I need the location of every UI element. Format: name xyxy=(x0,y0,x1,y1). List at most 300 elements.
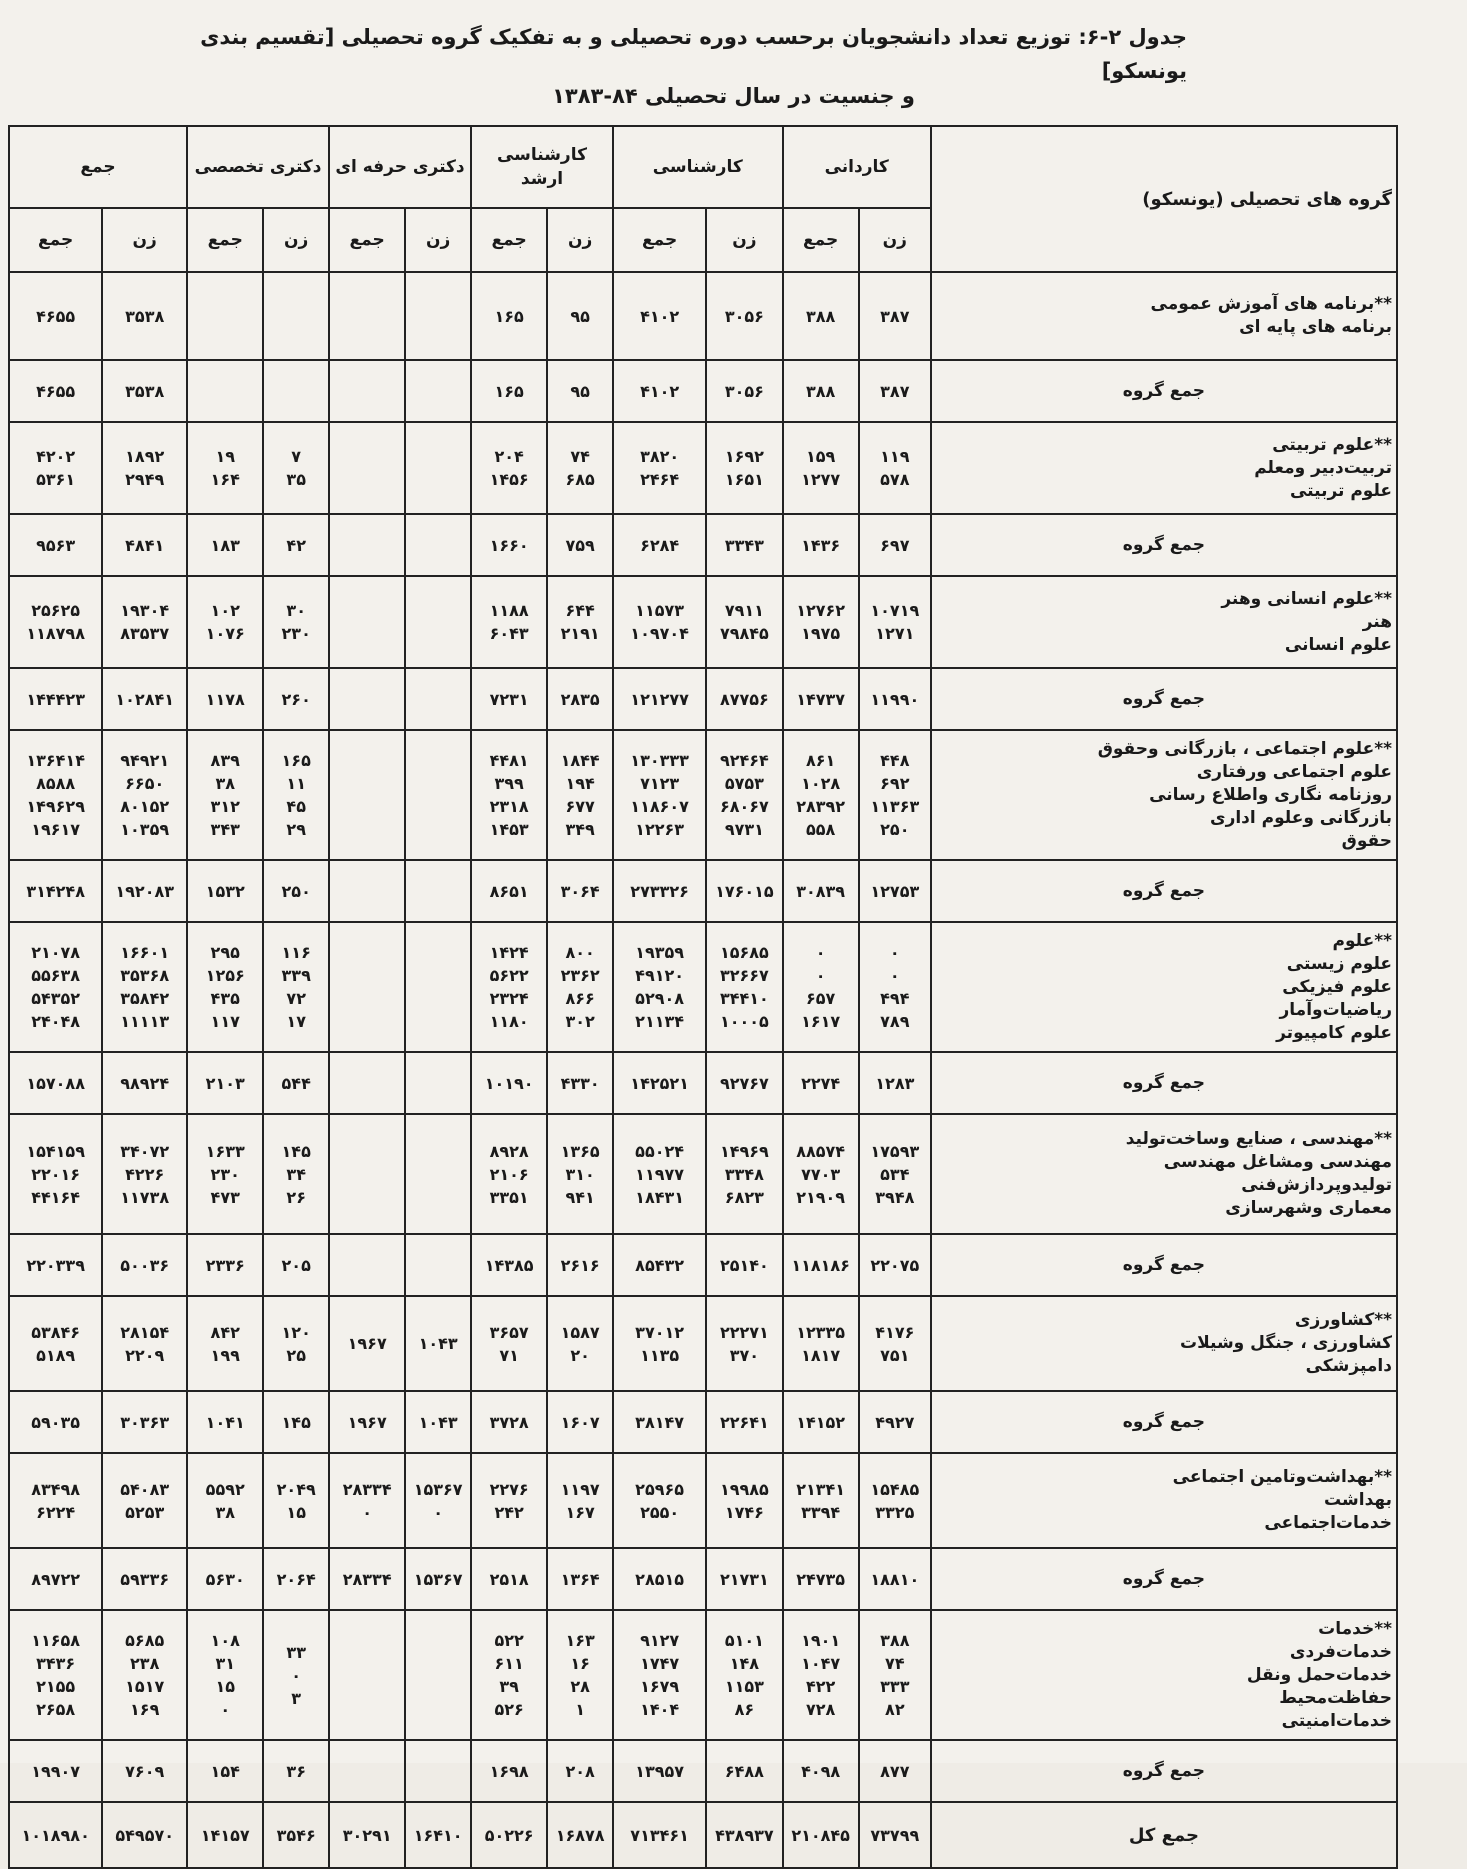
sum-value-cell: ۱۹۶۷ xyxy=(329,1391,405,1453)
sum-value-cell: ۱۰۴۳ xyxy=(405,1391,471,1453)
sum-value-cell: ۱۰۲۸۴۱ xyxy=(102,668,187,730)
group-heading: **علوم انسانی وهنر xyxy=(1221,588,1392,609)
grand-total-value-cell: ۱۶۸۷۸ xyxy=(547,1802,613,1868)
value-cell: ۱۰۷۱۹ ۱۲۷۱ xyxy=(859,576,931,668)
sum-value-cell: ۱۴۱۵۲ xyxy=(783,1391,859,1453)
group-fields: تربیت‌دبیر ومعلم علوم تربیتی xyxy=(1254,457,1392,501)
sum-value-cell: ۳۷۲۸ xyxy=(471,1391,547,1453)
sum-value-cell xyxy=(329,668,405,730)
sum-value-cell: ۳۰۵۶ xyxy=(706,360,782,422)
sum-value-cell: ۳۸۸ xyxy=(783,360,859,422)
value-cell: ۵۴۰۸۳ ۵۲۵۳ xyxy=(102,1453,187,1548)
value-cell xyxy=(329,1610,405,1740)
group-fields: کشاورزی ، جنگل وشیلات دامپزشکی xyxy=(1180,1333,1392,1376)
sum-value-cell: ۷۶۰۹ xyxy=(102,1740,187,1802)
group-detail-row xyxy=(9,422,1397,514)
header-level-bachelor: کارشناسی xyxy=(613,126,783,208)
value-cell xyxy=(405,730,471,860)
value-cell: ۸۴۲ ۱۹۹ xyxy=(187,1296,263,1391)
value-cell xyxy=(405,922,471,1052)
sum-value-cell: ۱۴۲۵۲۱ xyxy=(613,1052,706,1114)
header-woman: زن xyxy=(706,208,782,272)
group-sum-label: جمع گروه xyxy=(931,360,1397,422)
group-detail-row xyxy=(9,1114,1397,1234)
sum-value-cell: ۲۲۰۷۵ xyxy=(859,1234,931,1296)
value-cell: ۹۱۲۷ ۱۷۴۷ ۱۶۷۹ ۱۴۰۴ xyxy=(613,1610,706,1740)
value-cell: ۳۶۵۷ ۷۱ xyxy=(471,1296,547,1391)
sum-value-cell: ۴۶۵۵ xyxy=(9,360,102,422)
sum-value-cell: ۱۶۹۸ xyxy=(471,1740,547,1802)
value-cell: ۱۱۸۸ ۶۰۴۳ xyxy=(471,576,547,668)
grand-total-value-cell: ۷۱۳۴۶۱ xyxy=(613,1802,706,1868)
header-total: جمع xyxy=(783,208,859,272)
group-detail-row xyxy=(9,576,1397,668)
value-cell: ۹۵ xyxy=(547,272,613,360)
value-cell: ۱۹ ۱۶۴ xyxy=(187,422,263,514)
sum-value-cell: ۸۹۷۲۲ xyxy=(9,1548,102,1610)
header-level-phd: دکتری تخصصی xyxy=(187,126,329,208)
sum-value-cell: ۱۵۴ xyxy=(187,1740,263,1802)
sum-value-cell: ۲۱۰۳ xyxy=(187,1052,263,1114)
value-cell: ۱۰۲ ۱۰۷۶ xyxy=(187,576,263,668)
value-cell: ۱۴۲۴ ۵۶۲۲ ۲۳۲۴ ۱۱۸۰ xyxy=(471,922,547,1052)
grand-total-value-cell: ۳۰۲۹۱ xyxy=(329,1802,405,1868)
grand-total-value-cell: ۳۵۴۶ xyxy=(263,1802,329,1868)
value-cell: ۱۱۶ ۳۳۹ ۷۲ ۱۷ xyxy=(263,922,329,1052)
group-sum-row xyxy=(9,1052,1397,1114)
sum-value-cell: ۱۶۰۷ xyxy=(547,1391,613,1453)
sum-value-cell: ۲۰۸ xyxy=(547,1740,613,1802)
sum-value-cell: ۱۴۴۴۲۳ xyxy=(9,668,102,730)
sum-value-cell: ۱۴۷۳۷ xyxy=(783,668,859,730)
value-cell: ۱۶۶۰۱ ۳۵۳۶۸ ۳۵۸۴۲ ۱۱۱۱۳ xyxy=(102,922,187,1052)
sum-value-cell: ۳۵۳۸ xyxy=(102,360,187,422)
value-cell: ۱۰۴۳ xyxy=(405,1296,471,1391)
value-cell: ۱۳۶۵ ۳۱۰ ۹۴۱ xyxy=(547,1114,613,1234)
sum-value-cell xyxy=(329,1052,405,1114)
group-detail-row xyxy=(9,272,1397,360)
grand-total-value-cell: ۵۴۹۵۷۰ xyxy=(102,1802,187,1868)
sum-value-cell: ۱۶۵ xyxy=(471,360,547,422)
sum-value-cell: ۴۹۲۷ xyxy=(859,1391,931,1453)
group-label-cell xyxy=(931,1453,1397,1548)
group-label-cell xyxy=(931,1114,1397,1234)
sum-value-cell: ۴۸۴۱ xyxy=(102,514,187,576)
group-label-cell xyxy=(931,576,1397,668)
value-cell: ۴۴۸۱ ۳۹۹ ۲۳۱۸ ۱۴۵۳ xyxy=(471,730,547,860)
value-cell: ۳۷۰۱۲ ۱۱۳۵ xyxy=(613,1296,706,1391)
sum-value-cell: ۱۶۶۰ xyxy=(471,514,547,576)
sum-value-cell: ۲۵۱۴۰ xyxy=(706,1234,782,1296)
value-cell: ۷۹۱۱ ۷۹۸۴۵ xyxy=(706,576,782,668)
group-sum-row xyxy=(9,860,1397,922)
group-sum-row xyxy=(9,1548,1397,1610)
sum-value-cell: ۲۸۵۱۵ xyxy=(613,1548,706,1610)
sum-value-cell: ۴۳۳۰ xyxy=(547,1052,613,1114)
sum-value-cell: ۱۵۳۲ xyxy=(187,860,263,922)
sum-value-cell: ۸۷۷ xyxy=(859,1740,931,1802)
value-cell: ۷ ۳۵ xyxy=(263,422,329,514)
group-detail-row xyxy=(9,922,1397,1052)
group-sum-row xyxy=(9,1740,1397,1802)
value-cell: ۲۱۳۴۱ ۳۳۹۴ xyxy=(783,1453,859,1548)
sum-value-cell: ۹۲۷۶۷ xyxy=(706,1052,782,1114)
sum-value-cell: ۱۵۷۰۸۸ xyxy=(9,1052,102,1114)
value-cell: ۱۳۰۳۳۳ ۷۱۲۳ ۱۱۸۶۰۷ ۱۲۲۶۳ xyxy=(613,730,706,860)
group-heading: **مهندسی ، صنایع وساخت‌تولید xyxy=(1125,1129,1392,1149)
value-cell: ۴۱۰۲ xyxy=(613,272,706,360)
value-cell: ۸۹۲۸ ۲۱۰۶ ۳۳۵۱ xyxy=(471,1114,547,1234)
value-cell: ۱۵۶۸۵ ۳۲۶۶۷ ۳۴۴۱۰ ۱۰۰۰۵ xyxy=(706,922,782,1052)
value-cell xyxy=(329,922,405,1052)
sum-value-cell xyxy=(329,1234,405,1296)
sum-value-cell: ۲۲۶۴۱ xyxy=(706,1391,782,1453)
value-cell: ۱۵۴۸۵ ۳۳۲۵ xyxy=(859,1453,931,1548)
sum-value-cell: ۱۰۴۱ xyxy=(187,1391,263,1453)
group-label-cell xyxy=(931,1296,1397,1391)
value-cell: ۱۹۹۸۵ ۱۷۴۶ xyxy=(706,1453,782,1548)
group-heading: **بهداشت‌وتامین اجتماعی xyxy=(1172,1467,1392,1487)
value-cell: ۲۲۲۷۱ ۳۷۰ xyxy=(706,1296,782,1391)
header-level-master: کارشناسی ارشد xyxy=(471,126,613,208)
sum-value-cell: ۱۱۸۱۸۶ xyxy=(783,1234,859,1296)
value-cell xyxy=(329,272,405,360)
value-cell: ۳۸۷ xyxy=(859,272,931,360)
value-cell: ۰ ۰ ۶۵۷ ۱۶۱۷ xyxy=(783,922,859,1052)
value-cell: ۹۲۴۶۴ ۵۷۵۳ ۶۸۰۶۷ ۹۷۳۱ xyxy=(706,730,782,860)
value-cell: ۸۳۹ ۳۸ ۳۱۲ ۳۴۳ xyxy=(187,730,263,860)
sum-value-cell: ۲۷۳۳۲۶ xyxy=(613,860,706,922)
value-cell xyxy=(405,422,471,514)
table-container xyxy=(8,125,1398,1869)
value-cell: ۳۳ ۰ ۳ xyxy=(263,1610,329,1740)
sum-value-cell: ۲۶۱۶ xyxy=(547,1234,613,1296)
value-cell: ۱۱۶۵۸ ۳۴۳۶ ۲۱۵۵ ۲۶۵۸ xyxy=(9,1610,102,1740)
value-cell: ۱۵۹ ۱۲۷۷ xyxy=(783,422,859,514)
value-cell: ۱۸۹۲ ۲۹۴۹ xyxy=(102,422,187,514)
value-cell: ۱۲۳۳۵ ۱۸۱۷ xyxy=(783,1296,859,1391)
sum-value-cell: ۸۵۴۳۲ xyxy=(613,1234,706,1296)
sum-value-cell: ۶۹۷ xyxy=(859,514,931,576)
grand-total-value-cell: ۱۶۴۱۰ xyxy=(405,1802,471,1868)
value-cell: ۱۴۹۶۹ ۳۳۴۸ ۶۸۲۳ xyxy=(706,1114,782,1234)
group-fields: مهندسی ومشاغل مهندسی تولیدوپردازش‌فنی معماری وشهرسازی xyxy=(1163,1152,1392,1218)
sum-value-cell xyxy=(329,1740,405,1802)
sum-value-cell xyxy=(329,514,405,576)
sum-value-cell: ۱۱۷۸ xyxy=(187,668,263,730)
value-cell: ۱۲۷۶۲ ۱۹۷۵ xyxy=(783,576,859,668)
sum-value-cell: ۱۵۳۶۷ xyxy=(405,1548,471,1610)
grand-total-value-cell: ۷۳۷۹۹ xyxy=(859,1802,931,1868)
value-cell: ۳۸۲۰ ۲۴۶۴ xyxy=(613,422,706,514)
value-cell: ۱۶۵ xyxy=(471,272,547,360)
group-label-cell xyxy=(931,1610,1397,1740)
sum-value-cell: ۵۹۳۳۶ xyxy=(102,1548,187,1610)
value-cell: ۱۹۶۷ xyxy=(329,1296,405,1391)
group-label-cell xyxy=(931,422,1397,514)
value-cell: ۴۱۷۶ ۷۵۱ xyxy=(859,1296,931,1391)
sum-value-cell: ۹۸۹۲۴ xyxy=(102,1052,187,1114)
value-cell xyxy=(329,1114,405,1234)
sum-value-cell: ۴۰۹۸ xyxy=(783,1740,859,1802)
grand-total-value-cell: ۵۰۲۲۶ xyxy=(471,1802,547,1868)
header-total: جمع xyxy=(329,208,405,272)
group-fields: خدمات‌فردی خدمات‌حمل ونقل حفاظت‌محیط خدمات‌امنیتی xyxy=(1246,1641,1392,1731)
header-woman: زن xyxy=(405,208,471,272)
value-cell: ۲۵۶۲۵ ۱۱۸۷۹۸ xyxy=(9,576,102,668)
sum-value-cell: ۲۶۰ xyxy=(263,668,329,730)
header-total: جمع xyxy=(613,208,706,272)
group-fields: علوم اجتماعی ورفتاری روزنامه نگاری واطلاع رسانی بازرگانی وعلوم اداری حقوق xyxy=(1149,761,1392,851)
group-fields: بهداشت خدمات‌اجتماعی xyxy=(1264,1490,1392,1533)
value-cell: ۱۶۳ ۱۶ ۲۸ ۱ xyxy=(547,1610,613,1740)
value-cell xyxy=(405,1610,471,1740)
value-cell: ۱۱۹۷ ۱۶۷ xyxy=(547,1453,613,1548)
value-cell: ۵۶۸۵ ۲۳۸ ۱۵۱۷ ۱۶۹ xyxy=(102,1610,187,1740)
value-cell: ۸۶۱ ۱۰۲۸ ۲۸۳۹۲ ۵۵۸ xyxy=(783,730,859,860)
header-level-professional-doctorate: دکتری حرفه ای xyxy=(329,126,471,208)
sum-value-cell: ۱۴۳۶ xyxy=(783,514,859,576)
sum-value-cell: ۷۲۳۱ xyxy=(471,668,547,730)
sum-value-cell xyxy=(405,1052,471,1114)
group-sum-row xyxy=(9,514,1397,576)
value-cell: ۱۰۸ ۳۱ ۱۵ ۰ xyxy=(187,1610,263,1740)
sum-value-cell: ۷۵۹ xyxy=(547,514,613,576)
value-cell: ۱۴۵ ۳۴ ۲۶ xyxy=(263,1114,329,1234)
value-cell: ۲۵۹۶۵ ۲۵۵۰ xyxy=(613,1453,706,1548)
sum-value-cell: ۱۴۳۸۵ xyxy=(471,1234,547,1296)
sum-value-cell: ۲۰۵ xyxy=(263,1234,329,1296)
group-heading: **علوم اجتماعی ، بازرگانی وحقوق xyxy=(1097,738,1392,759)
sum-value-cell xyxy=(187,360,263,422)
value-cell xyxy=(405,1114,471,1234)
value-cell: ۵۲۲ ۶۱۱ ۳۹ ۵۲۶ xyxy=(471,1610,547,1740)
group-detail-row xyxy=(9,1610,1397,1740)
sum-value-cell: ۳۰۳۶۳ xyxy=(102,1391,187,1453)
value-cell: ۱۶۳۳ ۲۳۰ ۴۷۳ xyxy=(187,1114,263,1234)
value-cell: ۲۸۱۵۴ ۲۲۰۹ xyxy=(102,1296,187,1391)
sum-value-cell xyxy=(405,860,471,922)
sum-value-cell: ۱۲۸۳ xyxy=(859,1052,931,1114)
sum-value-cell: ۱۰۱۹۰ xyxy=(471,1052,547,1114)
value-cell: ۲۰۴۹ ۱۵ xyxy=(263,1453,329,1548)
group-sum-row xyxy=(9,360,1397,422)
value-cell xyxy=(263,272,329,360)
sum-value-cell: ۳۰۸۳۹ xyxy=(783,860,859,922)
value-cell: ۱۹۳۵۹ ۴۹۱۲۰ ۵۲۹۰۸ ۲۱۱۳۴ xyxy=(613,922,706,1052)
group-sum-label: جمع گروه xyxy=(931,860,1397,922)
value-cell: ۱۶۹۲ ۱۶۵۱ xyxy=(706,422,782,514)
group-sum-label: جمع گروه xyxy=(931,1234,1397,1296)
header-woman: زن xyxy=(102,208,187,272)
sum-value-cell xyxy=(263,360,329,422)
sum-value-cell: ۱۷۶۰۱۵ xyxy=(706,860,782,922)
value-cell: ۱۷۵۹۳ ۵۳۴ ۳۹۴۸ xyxy=(859,1114,931,1234)
sum-value-cell: ۲۵۰ xyxy=(263,860,329,922)
sum-value-cell: ۲۱۷۳۱ xyxy=(706,1548,782,1610)
sum-value-cell: ۶۴۸۸ xyxy=(706,1740,782,1802)
sum-value-cell xyxy=(405,360,471,422)
group-heading: **کشاورزی xyxy=(1294,1310,1392,1330)
group-fields: علوم زیستی علوم فیزیکی ریاضیات‌وآمار علوم کامپیوتر xyxy=(1276,953,1392,1043)
students-table xyxy=(8,125,1398,1869)
table-subtitle: و جنسیت در سال تحصیلی ۸۴-۱۳۸۳ xyxy=(552,84,915,108)
value-cell: ۷۴ ۶۸۵ xyxy=(547,422,613,514)
sum-value-cell: ۸۷۷۵۶ xyxy=(706,668,782,730)
sum-value-cell: ۲۴۷۳۵ xyxy=(783,1548,859,1610)
value-cell: ۱۱۹ ۵۷۸ xyxy=(859,422,931,514)
group-detail-row xyxy=(9,1296,1397,1391)
value-cell: ۱۵۴۱۵۹ ۲۲۰۱۶ ۴۴۱۶۴ xyxy=(9,1114,102,1234)
header-level-total: جمع xyxy=(9,126,187,208)
group-sum-label: جمع گروه xyxy=(931,1391,1397,1453)
sum-value-cell: ۱۸۸۱۰ xyxy=(859,1548,931,1610)
header-level-associate: کاردانی xyxy=(783,126,931,208)
value-cell: ۳۸۸ xyxy=(783,272,859,360)
group-sum-label: جمع گروه xyxy=(931,1548,1397,1610)
value-cell: ۲۱۰۷۸ ۵۵۶۳۸ ۵۴۳۵۲ ۲۴۰۴۸ xyxy=(9,922,102,1052)
sum-value-cell: ۱۱۹۹۰ xyxy=(859,668,931,730)
value-cell: ۸۰۰ ۲۳۶۲ ۸۶۶ ۳۰۲ xyxy=(547,922,613,1052)
sum-value-cell: ۶۲۸۴ xyxy=(613,514,706,576)
sum-value-cell: ۱۹۲۰۸۳ xyxy=(102,860,187,922)
table-title: جدول ۲-۶: توزیع تعداد دانشجویان برحسب دوره تحصیلی و به تفکیک گروه تحصیلی [تقسیم بندی یونسکو] xyxy=(200,25,1187,83)
table-body xyxy=(9,272,1397,1868)
value-cell: ۳۵۳۸ xyxy=(102,272,187,360)
group-label-cell xyxy=(931,272,1397,360)
group-detail-row xyxy=(9,1453,1397,1548)
group-sum-row xyxy=(9,1391,1397,1453)
header-total: جمع xyxy=(9,208,102,272)
value-cell xyxy=(405,272,471,360)
sum-value-cell: ۳۰۶۴ xyxy=(547,860,613,922)
group-label-cell xyxy=(931,922,1397,1052)
grand-total-value-cell: ۱۰۱۸۹۸۰ xyxy=(9,1802,102,1868)
sum-value-cell xyxy=(329,360,405,422)
value-cell: ۲۰۴ ۱۴۵۶ xyxy=(471,422,547,514)
group-fields: برنامه های پایه ای xyxy=(1239,317,1392,337)
value-cell: ۴۴۸ ۶۹۲ ۱۱۳۶۳ ۲۵۰ xyxy=(859,730,931,860)
sum-value-cell: ۵۹۰۳۵ xyxy=(9,1391,102,1453)
value-cell: ۱۸۴۴ ۱۹۴ ۶۷۷ ۳۴۹ xyxy=(547,730,613,860)
grand-total-row xyxy=(9,1802,1397,1868)
sum-value-cell: ۱۲۷۵۳ xyxy=(859,860,931,922)
sum-value-cell: ۹۵ xyxy=(547,360,613,422)
sum-value-cell: ۲۳۳۶ xyxy=(187,1234,263,1296)
sum-value-cell: ۱۲۱۲۷۷ xyxy=(613,668,706,730)
value-cell: ۱۲۰ ۲۵ xyxy=(263,1296,329,1391)
sum-value-cell: ۲۵۱۸ xyxy=(471,1548,547,1610)
sum-value-cell: ۴۱۰۲ xyxy=(613,360,706,422)
value-cell: ۱۵۳۶۷ ۰ xyxy=(405,1453,471,1548)
sum-value-cell: ۵۴۴ xyxy=(263,1052,329,1114)
group-fields: هنر علوم انسانی xyxy=(1284,611,1392,655)
value-cell: ۹۴۹۲۱ ۶۶۵۰ ۸۰۱۵۲ ۱۰۳۵۹ xyxy=(102,730,187,860)
value-cell: ۳۰۵۶ xyxy=(706,272,782,360)
value-cell: ۳۰ ۲۳۰ xyxy=(263,576,329,668)
sum-value-cell: ۲۰۶۴ xyxy=(263,1548,329,1610)
grand-total-value-cell: ۱۴۱۵۷ xyxy=(187,1802,263,1868)
value-cell: ۴۲۰۲ ۵۳۶۱ xyxy=(9,422,102,514)
group-label-cell xyxy=(931,730,1397,860)
group-sum-label: جمع گروه xyxy=(931,514,1397,576)
group-detail-row xyxy=(9,730,1397,860)
sum-value-cell: ۱۹۹۰۷ xyxy=(9,1740,102,1802)
sum-value-cell: ۳۸۱۴۷ xyxy=(613,1391,706,1453)
group-heading: **خدمات xyxy=(1318,1618,1392,1639)
header-woman: زن xyxy=(547,208,613,272)
sum-value-cell: ۲۲۷۴ xyxy=(783,1052,859,1114)
group-sum-label: جمع گروه xyxy=(931,1052,1397,1114)
sum-value-cell: ۲۸۳۵ xyxy=(547,668,613,730)
group-heading: **برنامه های آموزش عمومی xyxy=(1150,294,1392,314)
sum-value-cell: ۴۲ xyxy=(263,514,329,576)
value-cell: ۱۵۸۷ ۲۰ xyxy=(547,1296,613,1391)
sum-value-cell: ۹۵۶۳ xyxy=(9,514,102,576)
sum-value-cell: ۵۶۳۰ xyxy=(187,1548,263,1610)
sum-value-cell: ۵۰۰۳۶ xyxy=(102,1234,187,1296)
sum-value-cell: ۳۱۴۲۴۸ xyxy=(9,860,102,922)
header-total: جمع xyxy=(187,208,263,272)
value-cell: ۸۳۴۹۸ ۶۲۲۴ xyxy=(9,1453,102,1548)
grand-total-label: جمع کل xyxy=(931,1802,1397,1868)
value-cell xyxy=(329,576,405,668)
group-heading: **علوم تربیتی xyxy=(1272,434,1392,455)
value-cell: ۴۶۵۵ xyxy=(9,272,102,360)
sum-value-cell: ۱۳۹۵۷ xyxy=(613,1740,706,1802)
value-cell: ۶۴۴ ۲۱۹۱ xyxy=(547,576,613,668)
value-cell: ۵۵۰۲۴ ۱۱۹۷۷ ۱۸۴۳۱ xyxy=(613,1114,706,1234)
group-heading: **علوم xyxy=(1332,930,1392,951)
sum-value-cell xyxy=(405,514,471,576)
value-cell: ۱۶۵ ۱۱ ۴۵ ۲۹ xyxy=(263,730,329,860)
group-sum-row xyxy=(9,1234,1397,1296)
grand-total-value-cell: ۴۳۸۹۳۷ xyxy=(706,1802,782,1868)
value-cell xyxy=(405,576,471,668)
sum-value-cell: ۲۸۳۳۴ xyxy=(329,1548,405,1610)
value-cell: ۳۴۰۷۲ ۴۲۲۶ ۱۱۷۳۸ xyxy=(102,1114,187,1234)
value-cell: ۱۱۵۷۳ ۱۰۹۷۰۴ xyxy=(613,576,706,668)
sum-value-cell xyxy=(405,1740,471,1802)
value-cell xyxy=(329,730,405,860)
sum-value-cell: ۳۶ xyxy=(263,1740,329,1802)
value-cell: ۳۸۸ ۷۴ ۳۳۳ ۸۲ xyxy=(859,1610,931,1740)
value-cell: ۸۸۵۷۴ ۷۷۰۳ ۲۱۹۰۹ xyxy=(783,1114,859,1234)
sum-value-cell: ۳۳۴۳ xyxy=(706,514,782,576)
group-sum-label: جمع گروه xyxy=(931,1740,1397,1802)
value-cell xyxy=(187,272,263,360)
value-cell: ۲۲۷۶ ۲۴۲ xyxy=(471,1453,547,1548)
sum-value-cell: ۲۲۰۳۳۹ xyxy=(9,1234,102,1296)
value-cell: ۱۹۰۱ ۱۰۴۷ ۴۲۲ ۷۲۸ xyxy=(783,1610,859,1740)
value-cell xyxy=(329,422,405,514)
sum-value-cell xyxy=(405,668,471,730)
value-cell: ۵۳۸۴۶ ۵۱۸۹ xyxy=(9,1296,102,1391)
group-sum-label: جمع گروه xyxy=(931,668,1397,730)
header-woman: زن xyxy=(859,208,931,272)
sum-value-cell: ۱۴۵ xyxy=(263,1391,329,1453)
header-woman: زن xyxy=(263,208,329,272)
grand-total-value-cell: ۲۱۰۸۴۵ xyxy=(783,1802,859,1868)
value-cell: ۰ ۰ ۴۹۴ ۷۸۹ xyxy=(859,922,931,1052)
sum-value-cell: ۱۳۶۴ xyxy=(547,1548,613,1610)
sum-value-cell xyxy=(329,860,405,922)
value-cell: ۲۹۵ ۱۲۵۶ ۴۳۵ ۱۱۷ xyxy=(187,922,263,1052)
value-cell: ۱۳۶۴۱۴ ۸۵۸۸ ۱۴۹۶۲۹ ۱۹۶۱۷ xyxy=(9,730,102,860)
sum-value-cell: ۱۸۳ xyxy=(187,514,263,576)
sum-value-cell: ۳۸۷ xyxy=(859,360,931,422)
value-cell: ۱۹۳۰۴ ۸۳۵۳۷ xyxy=(102,576,187,668)
